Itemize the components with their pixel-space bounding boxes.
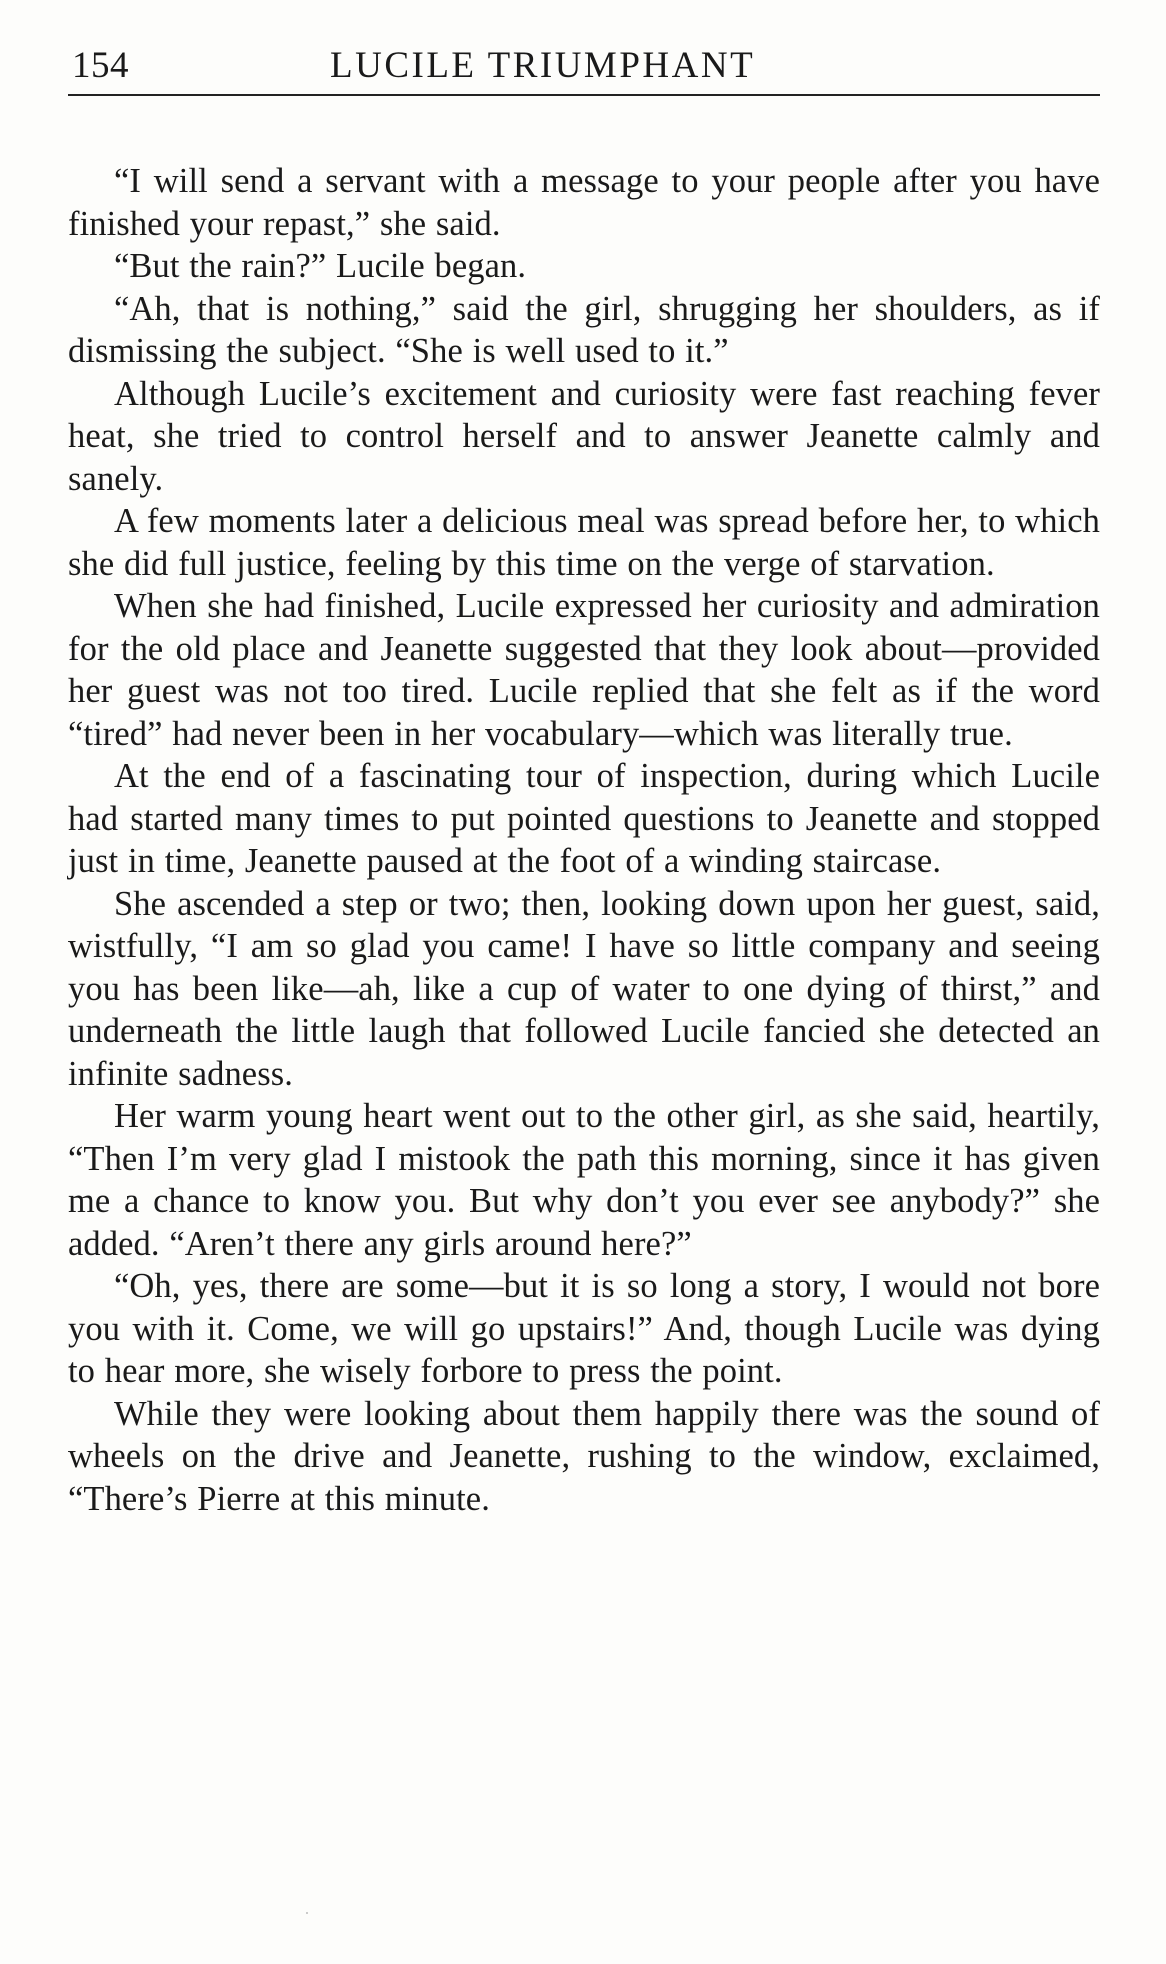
paragraph-6: When she had finished, Lucile expressed her curiosity and admiration for the old place and Jeanette suggested that they look about—provided her guest was not too tired. Lucile replied that she felt as if the word “tired” had never been in her vocabulary—which was literally true.	[68, 587, 1100, 753]
paragraph-3: “Ah, that is nothing,” said the girl, shrugging her shoulders, as if dismissing the subject. “She is well used to it.”	[68, 289, 1100, 370]
print-speck	[306, 1912, 308, 1914]
paragraph-2: “But the rain?” Lucile began.	[114, 247, 527, 285]
page-number: 154	[72, 45, 129, 86]
body-text	[68, 160, 1100, 1520]
paragraph-1: “I will send a servant with a message to your people after you have finished your repast,” she said.	[68, 162, 1100, 243]
running-header	[68, 38, 1100, 96]
paragraph-4: Although Lucile’s excitement and curiosity were fast reaching fever heat, she tried to control herself and to answer Jeanette calmly and sanely.	[68, 374, 1100, 498]
paragraph-7: At the end of a fascinating tour of inspection, during which Lucile had started many times to put pointed questions to Jeanette and stopped just in time, Jeanette paused at the foot of a winding staircase.	[68, 757, 1100, 880]
paragraph-8: She ascended a step or two; then, looking down upon her guest, said, wistfully, “I am so glad you came! I have so little company and seeing you has been like—ah, like a cup of water to one dying of thirst,” and underneath the little laugh that followed Lucile fancied she detected an infinite sadness.	[68, 884, 1100, 1093]
paragraph-5: A few moments later a delicious meal was spread before her, to which she did full justice, feeling by this time on the verge of starvation.	[68, 502, 1100, 583]
paragraph-11: While they were looking about them happily there was the sound of wheels on the drive and Jeanette, rushing to the window, exclaimed, “There’s Pierre at this minute.	[68, 1394, 1100, 1518]
paragraph-9: Her warm young heart went out to the other girl, as she said, heartily, “Then I’m very glad I mistook the path this morning, since it has given me a chance to know you. But why don’t you ever see anybody?” she added. “Aren’t there any girls around here?”	[68, 1097, 1100, 1263]
running-title: LUCILE TRIUMPHANT	[330, 45, 756, 86]
paragraph-10: “Oh, yes, there are some—but it is so long a story, I would not bore you with it. Come, we will go upstairs!” And, though Lucile was dying to hear more, she wisely forbore to press the point.	[68, 1267, 1100, 1390]
